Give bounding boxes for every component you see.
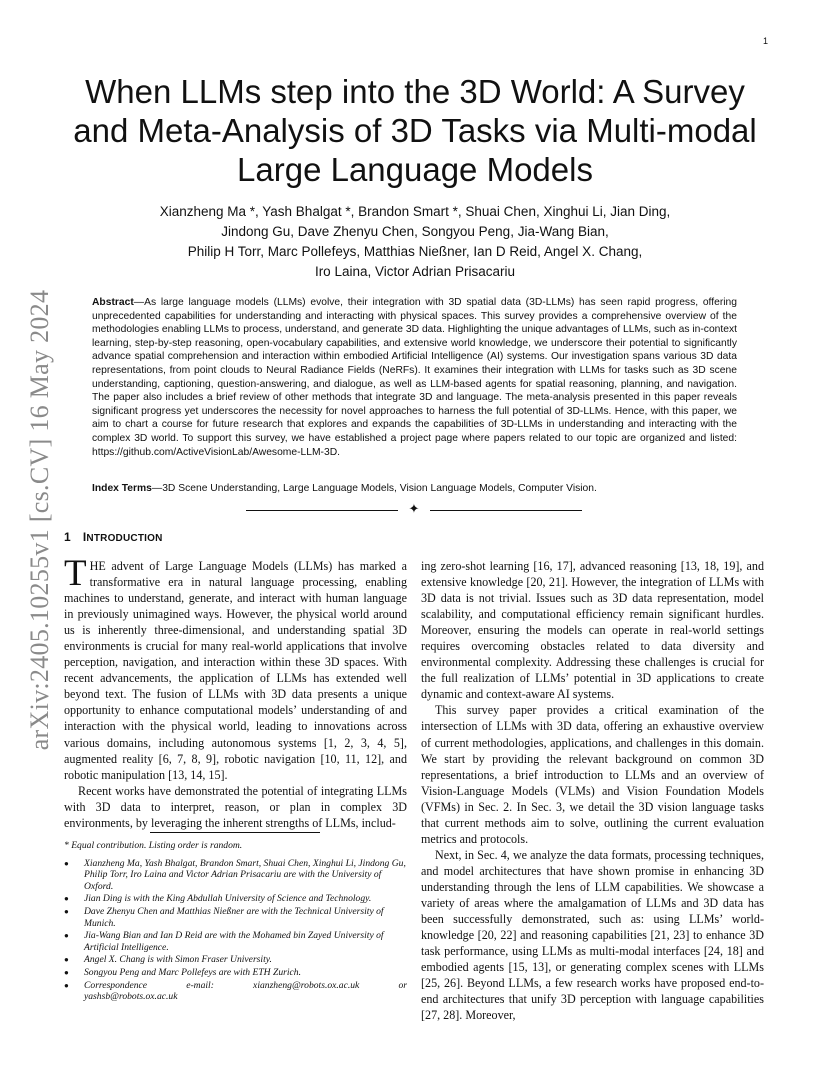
section-title-rest: NTRODUCTION xyxy=(86,533,163,544)
intro-paragraph-2-start: Recent works have demonstrated the potential of integrating LLMs with 3D data to interpret, reason, or plan in complex 3D environments, by leveraging the inherent strengths of LLMs, includ- xyxy=(64,783,407,830)
divider-line-left xyxy=(246,510,398,511)
abstract-text: —As large language models (LLMs) evolve, their integration with 3D spatial data (3D-LLMs) has seen rapid progress, offering unprecedented capabilities for understanding and interacting with physical spaces. This survey provides a comprehensive overview of the methodologies enabling LLMs to process, understand, and generate 3D data. Highlighting the unique advantages of LLMs, such as in-context learning, step-by-step reasoning, open-vocabulary capabilities, and extensive world knowledge, we underscore their potential to significantly advance spatial comprehension and interaction within embodied Artificial Intelligence (AI) systems. Our investigation spans various 3D data representations, from point clouds to Neural Radiance Fields (NeRFs). It examines their integration with LLMs for tasks such as 3D scene understanding, captioning, question-answering, and dialogue, as well as LLM-based agents for spatial reasoning, planning, and navigation. The paper also includes a brief review of other methods that integrate 3D and language. The meta-analysis presented in this paper reveals significant progress yet underscores the necessity for novel approaches to harness the full potential of 3D-LLMs. Hence, with this paper, we aim to chart a course for future research that explores and expands the capabilities of 3D-LLMs in understanding and interacting with the complex 3D world. To support this survey, we have established a project page where papers related to our topic are organized and listed: https://github.com/ActiveVisionLab/Awesome-LLM-3D. xyxy=(92,297,737,458)
intro-paragraph-2-end: ing zero-shot learning [16, 17], advanced reasoning [13, 18, 19], and extensive knowledge [20, 21]. However, the integration of LLMs with 3D data is not trivial. Issues such as 3D data representation, model scalability, and computational efficiency remain significant hurdles. Moreover, ensuring the models can operate in real-world settings requires overcoming obstacles related to data diversity and environmental complexity. Addressing these challenges is crucial for the full realization of LLMs’ potential in 3D applications to create dynamic and context-aware AI systems. xyxy=(421,559,764,702)
author-line: Xianzheng Ma *, Yash Bhalgat *, Brandon Smart *, Shuai Chen, Xinghui Li, Jian Ding, xyxy=(159,204,671,219)
affiliation-list xyxy=(64,858,407,1003)
affiliation-text: Jia-Wang Bian and Ian D Reid are with the Mohamed bin Zayed University of Artificial Intelligence. xyxy=(84,930,384,953)
section-title-initial: I xyxy=(82,530,87,544)
divider-star-icon: ✦ xyxy=(408,501,420,516)
affiliation-text: Angel X. Chang is with Simon Fraser University. xyxy=(84,954,272,966)
index-terms-label: Index Terms xyxy=(92,483,152,494)
author-line: Philip H Torr, Marc Pollefeys, Matthias Nießner, Ian D Reid, Angel X. Chang, xyxy=(187,244,643,259)
footnotes xyxy=(64,840,407,1004)
intro-paragraph-3: This survey paper provides a critical examination of the intersection of LLMs with 3D data, offering an exhaustive overview of current methodologies, applications, and challenges in this domain. We start by providing the relevant background on common 3D representations, a brief introduction to LLMs and an overview of Vision-Language Models (VLMs) and Vision Foundation Models (VFMs) in Sec. 2. In Sec. 3, we detail the 3D vision language tasks that current methods aim to solve, outlining the current evaluation metrics and protocols. xyxy=(421,703,764,846)
abstract xyxy=(92,296,737,459)
affiliation-text: Jian Ding is with the King Abdullah University of Science and Technology. xyxy=(84,893,372,905)
title-line: When LLMs step into the 3D World: A Survey xyxy=(85,73,745,110)
bullet-icon: ● xyxy=(64,967,69,977)
arxiv-stamp-text: arXiv:2405.10255v1 [cs.CV] 16 May 2024 xyxy=(25,289,54,751)
right-column xyxy=(421,558,764,1023)
author-line: Iro Laina, Victor Adrian Prisacariu xyxy=(314,264,516,279)
affiliation-item xyxy=(64,893,407,905)
equal-contribution-note: * Equal contribution. Listing order is random. xyxy=(64,840,243,851)
correspondence-email-2: yashsb@robots.ox.ac.uk xyxy=(84,991,178,1003)
intro-paragraph-4: Next, in Sec. 4, we analyze the data formats, processing techniques, and model architectures that have shown promise in enhancing 3D understanding through the lens of LLM capabilities. We showcase a variety of areas where the amalgamation of LLMs and 3D data has been successfully demonstrated, such as: using LLMs’ world-knowledge [20, 22] and reasoning capabilities [21, 23] to enhance 3D task performance, using LLMs as multi-modal interfaces [24, 18] and embodied agents [15, 13], or generating complex scenes with LLMs [25, 26]. Beyond LLMs, a few research works have proposed end-to-end architectures that unify 3D perception with language capabilities [27, 28]. Moreover, xyxy=(421,847,764,1023)
affiliation-text: Xianzheng Ma, Yash Bhalgat, Brandon Smart, Shuai Chen, Xinghui Li, Jindong Gu, Philip Torr, Iro Laina and Victor Adrian Prisacariu are with the University of Oxford. xyxy=(84,857,406,892)
section-number: 1 xyxy=(64,530,71,544)
small-caps-lead: HE xyxy=(89,559,106,573)
affiliation-item xyxy=(64,858,407,893)
bullet-icon: ● xyxy=(64,858,69,868)
affiliation-item xyxy=(64,967,407,979)
paragraph-text: advent of Large Language Models (LLMs) has marked a transformative era in natural language processing, enabling machines to understand, generate, and interact with human language in previously unimagined ways. However, the physical world around us is inherently three-dimensional, and understanding spatial 3D environments is crucial for many real-world applications that involve perception, navigation, and interaction within these 3D spaces. With recent advancements, the application of LLMs has extended well beyond text. The fusion of LLMs with 3D data presents a unique opportunity to enhance computational models’ understanding of and interaction with the physical world, leading to innovations across various domains, including autonomous systems [1, 2, 3, 4, 5], augmented reality [6, 7, 8, 9], robotic navigation [10, 11, 12], and robotic manipulation [13, 14, 15]. xyxy=(64,559,407,782)
affiliation-text: Dave Zhenyu Chen and Matthias Nießner are with the Technical University of Munich. xyxy=(84,905,384,929)
divider-line-right xyxy=(430,510,582,511)
section-heading xyxy=(64,530,163,544)
page-number: 1 xyxy=(762,36,768,46)
title-line: and Meta-Analysis of 3D Tasks via Multi-modal xyxy=(73,112,757,149)
intro-paragraph-1 xyxy=(64,553,407,783)
bullet-icon: ● xyxy=(64,955,69,965)
left-column xyxy=(64,553,407,831)
paper-title xyxy=(70,72,760,189)
correspondence-item xyxy=(64,980,407,1003)
author-line: Jindong Gu, Dave Zhenyu Chen, Songyou Peng, Jia-Wang Bian, xyxy=(221,224,609,239)
correspondence-email-1: Correspondence e-mail: xianzheng@robots.ox.ac.uk or xyxy=(84,979,407,991)
bullet-icon: ● xyxy=(64,894,69,904)
footnote-rule xyxy=(150,832,320,833)
bullet-icon: ● xyxy=(64,931,69,941)
author-list xyxy=(90,202,740,282)
bullet-icon: ● xyxy=(64,980,69,990)
affiliation-item xyxy=(64,930,407,953)
bullet-icon: ● xyxy=(64,906,69,916)
drop-cap: T xyxy=(64,553,87,594)
affiliation-text: Songyou Peng and Marc Pollefeys are with ETH Zurich. xyxy=(84,966,301,978)
index-terms-text: —3D Scene Understanding, Large Language Models, Vision Language Models, Computer Vision. xyxy=(151,483,597,494)
title-line: Large Language Models xyxy=(237,151,593,188)
affiliation-item xyxy=(64,954,407,966)
index-terms xyxy=(92,482,737,496)
abstract-label: Abstract xyxy=(92,297,134,308)
affiliation-item xyxy=(64,906,407,929)
